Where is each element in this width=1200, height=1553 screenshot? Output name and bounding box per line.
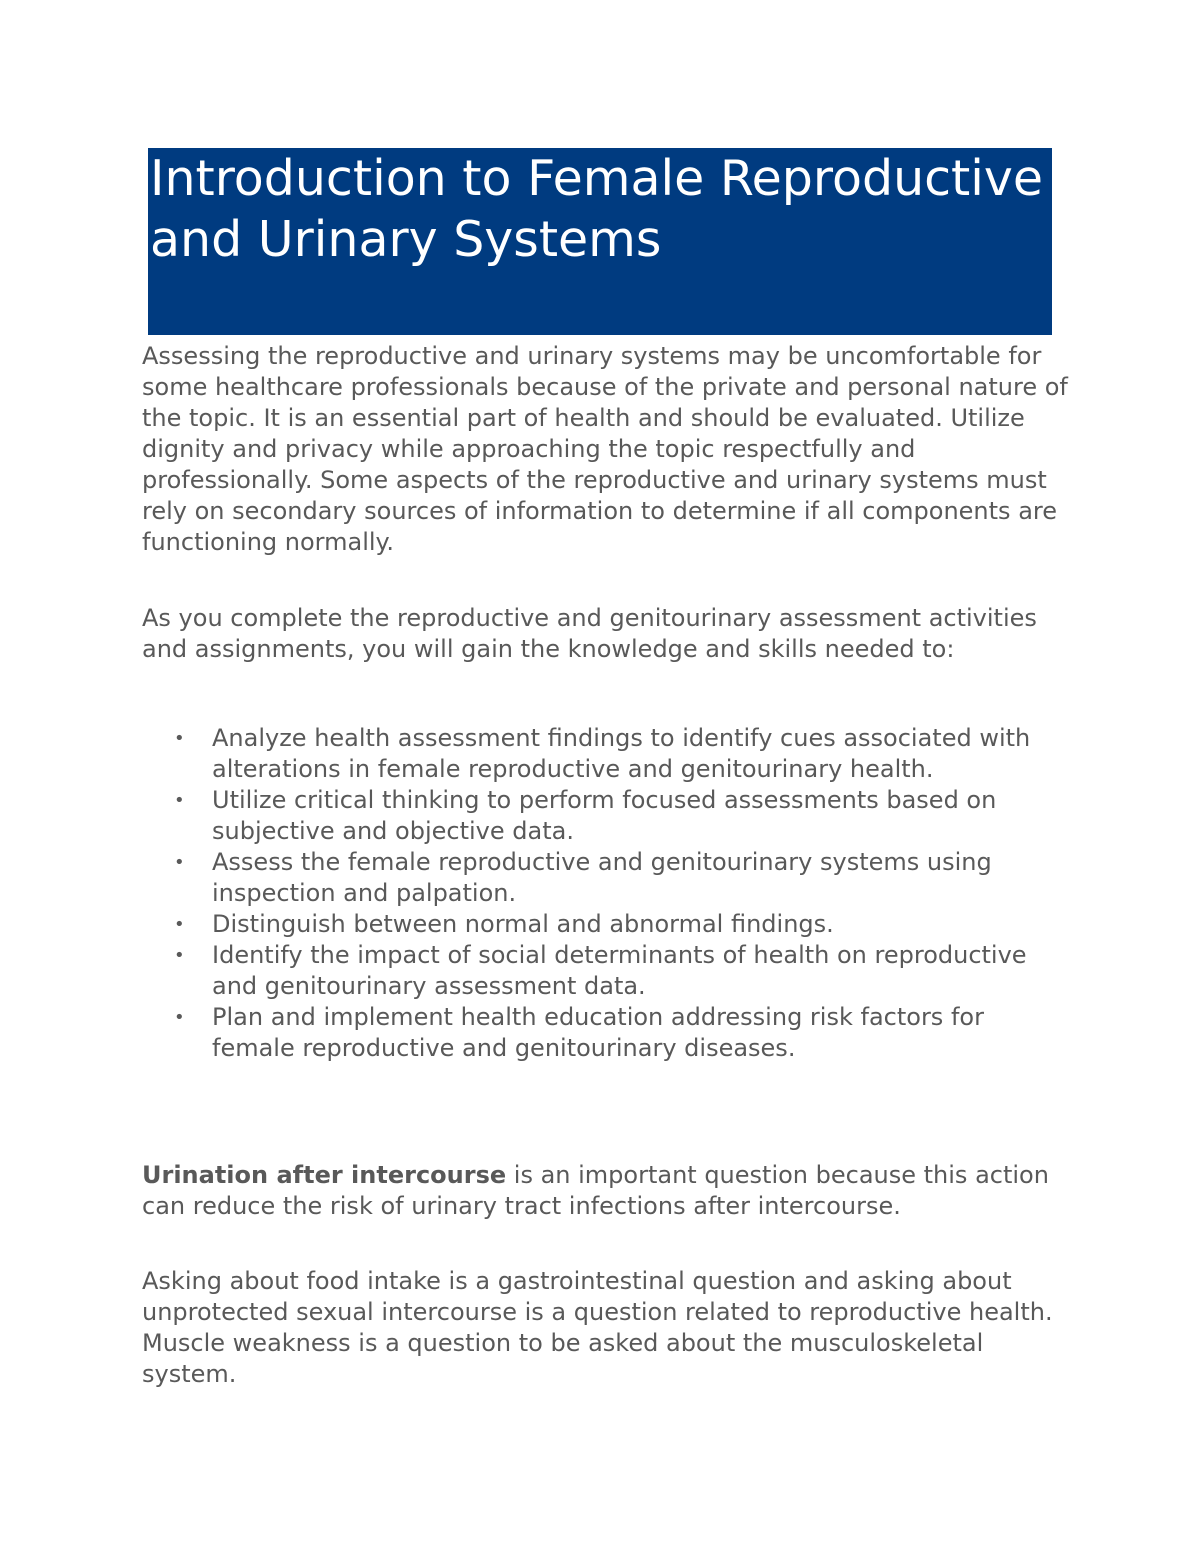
objective-text: Distinguish between normal and abnormal findings. [212,910,834,938]
intro-paragraph-text: Assessing the reproductive and urinary systems may be uncomfortable for some healthcare professionals because of the private and personal nature of the topic. It is an essential part of health and should be evaluated. Utilize dignity and privacy while approaching the topic respectfully and professionally. Some aspects of the reproductive and urinary systems must rely on secondary sources of information to determine if all components are functioning normally. [142,342,1068,556]
urination-paragraph-text [142,1160,1072,1222]
objective-text: Utilize critical thinking to perform focused assessments based on subjective and objective data. [212,786,997,845]
bullet-icon: • [174,945,185,966]
objective-text: Identify the impact of social determinants of health on reproductive and genitourinary assessment data. [212,941,1027,1000]
title-banner [148,148,1052,335]
bullet-icon: • [174,728,185,749]
objective-text: Plan and implement health education addressing risk factors for female reproductive and genitourinary diseases. [212,1003,984,1062]
urination-rest-text: is an important question because this action can reduce the risk of urinary tract infections after intercourse. [142,1161,1049,1220]
objectives-list [142,723,1072,1064]
objective-item [142,909,1072,940]
page-title: Introduction to Female Reproductive and Urinary Systems [150,150,1044,268]
objective-item [142,940,1072,1002]
objective-item [142,847,1072,909]
bullet-icon: • [174,914,185,935]
urination-paragraph [142,1160,1072,1222]
other-questions-paragraph [142,1266,1072,1390]
objective-text: Analyze health assessment findings to identify cues associated with alterations in female reproductive and genitourinary health. [212,724,1031,783]
objective-item [142,723,1072,785]
bullet-icon: • [174,790,185,811]
intro-paragraph [142,341,1072,558]
bullet-icon: • [174,852,185,873]
other-questions-text: Asking about food intake is a gastrointestinal question and asking about unprotected sexual intercourse is a question related to reproductive health. Muscle weakness is a question to be asked about the musculoskeletal system. [142,1267,1053,1388]
objective-item [142,1002,1072,1064]
objectives-intro-paragraph [142,603,1072,665]
bullet-icon: • [174,1007,185,1028]
urination-bold-term: Urination after intercourse [142,1161,507,1189]
objective-text: Assess the female reproductive and genitourinary systems using inspection and palpation. [212,848,992,907]
objectives-intro-text: As you complete the reproductive and genitourinary assessment activities and assignments, you will gain the knowledge and skills needed to: [142,604,1037,663]
objective-item [142,785,1072,847]
